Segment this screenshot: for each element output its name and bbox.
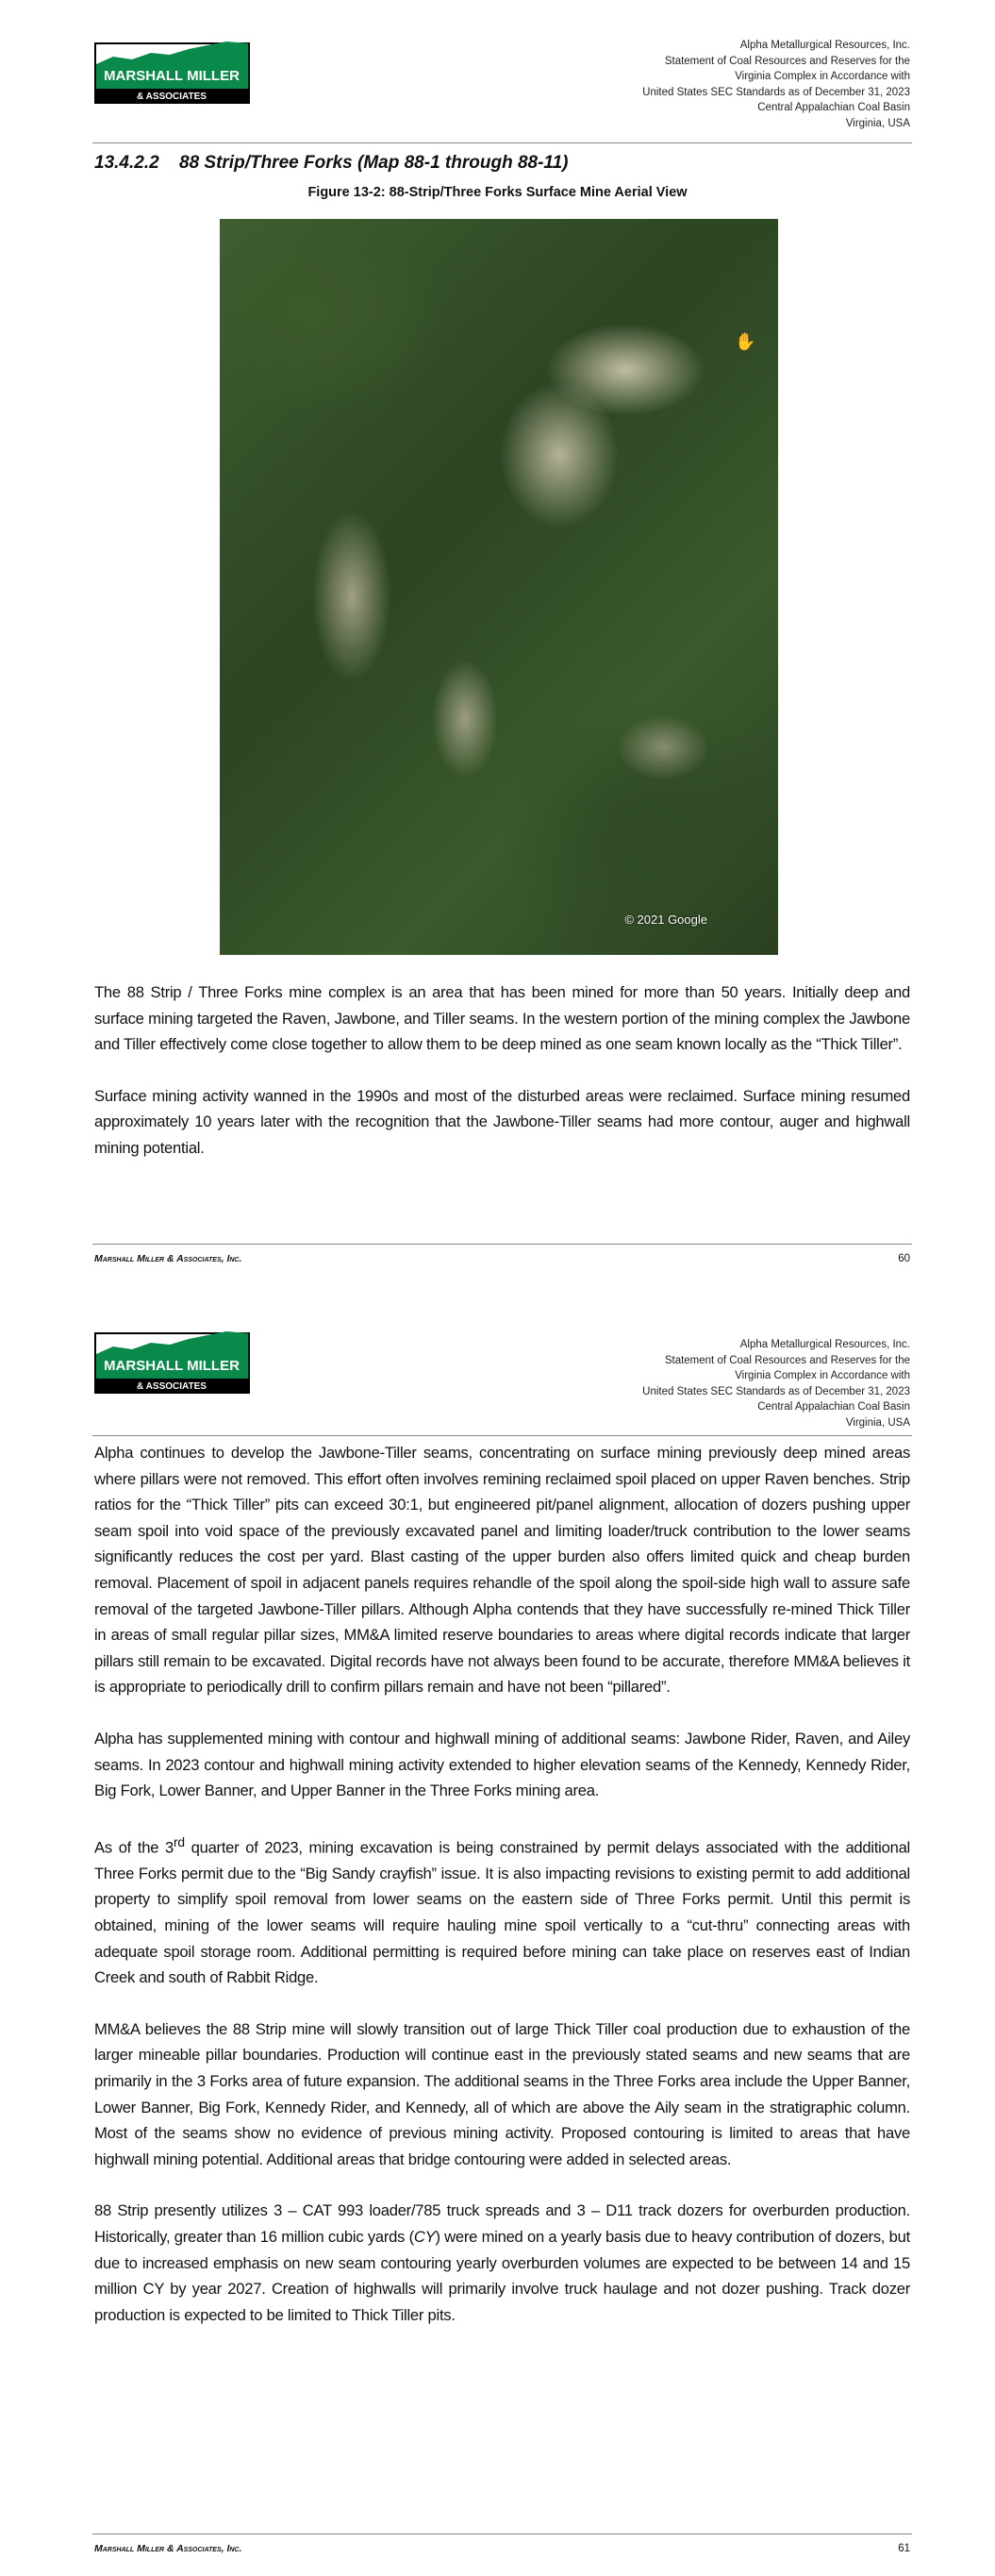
image-credit: © 2021 Google bbox=[624, 912, 707, 927]
section-heading bbox=[94, 153, 568, 174]
paragraph bbox=[94, 2198, 910, 2328]
company-logo bbox=[94, 1326, 250, 1394]
paragraph: Surface mining activity wanned in the 1990s and most of the disturbed areas were reclaimed. Surface mining resumed approximately 10 years later with the recognition that the Jawbone-Tiller seams had more contour, auger and highwall mining potential. bbox=[94, 1086, 910, 1157]
page-header bbox=[642, 38, 910, 132]
page-61 bbox=[0, 1302, 995, 2576]
page-number: 60 bbox=[898, 1253, 910, 1264]
paragraph bbox=[94, 1830, 910, 1991]
svg-text:MARSHALL MILLER: MARSHALL MILLER bbox=[104, 68, 240, 84]
header-line: Statement of Coal Resources and Reserves for the bbox=[664, 1354, 910, 1366]
header-line: Central Appalachian Coal Basin bbox=[757, 1401, 910, 1413]
svg-text:MARSHALL MILLER: MARSHALL MILLER bbox=[104, 1358, 240, 1374]
paragraph: MM&A believes the 88 Strip mine will slowly transition out of large Thick Tiller coal production due to exhaustion of the larger mineable pillar boundaries. Production will continue east in the previously stated seams and new seams that are primarily in the 3 Forks area of future expansion. The additional seams in the Three Forks area include the Upper Banner, Lower Banner, Big Fork, Kennedy Rider, and Kennedy, all of which are above the Aily seam in the stratigraphic column. Most of the seams show no evidence of previous mining activity. Proposed contouring is limited to areas that have highwall mining potential. Additional areas that bridge contouring were added in selected areas. bbox=[94, 2019, 910, 2168]
hand-cursor-icon: ✋ bbox=[735, 332, 756, 351]
section-number: 13.4.2.2 bbox=[94, 153, 159, 173]
header-line: Statement of Coal Resources and Reserves for the bbox=[664, 55, 910, 67]
footer-divider bbox=[92, 1244, 912, 1245]
text-run: ) were mined on a yearly basis due to heavy contribution of dozers, but due to increased emphasis on new seam contouring yearly overburden volumes are expected to be between 14 and 15 million CY by year 2027. Creation of highwalls will primarily involve truck haulage and not dozer pushing. Track dozer production is expected to be limited to Thick Tiller pits. bbox=[94, 2227, 910, 2324]
header-divider bbox=[92, 142, 912, 143]
svg-text:& ASSOCIATES: & ASSOCIATES bbox=[137, 92, 207, 102]
paragraph: Alpha has supplemented mining with contour and highwall mining of additional seams: Jawbone Rider, Raven, and Ailey seams. In 2023 contour and highwall mining activity extended to higher elevation seams of the Kennedy, Kennedy Rider, Big Fork, Lower Banner, and Upper Banner in the Three Forks mining area. bbox=[94, 1729, 910, 1800]
body-text bbox=[94, 979, 910, 1187]
header-line: Virginia, USA bbox=[845, 1416, 910, 1429]
figure-caption: Figure 13-2: 88-Strip/Three Forks Surface Mine Aerial View bbox=[307, 185, 688, 200]
paragraph: Alpha continues to develop the Jawbone-Tiller seams, concentrating on surface mining previously deep mined areas where pillars were not removed. This effort often involves remining reclaimed spoil placed on upper Raven benches. Strip ratios for the “Thick Tiller” pits can exceed 30:1, but engineered pit/panel alignment, allocation of dozers pushing upper seam spoil into void space of the previously excavated panel and limiting loader/truck contribution to the lower seams significantly reduces the cost per yard. Blast casting of the upper burden also offers limited quick and cheap burden removal. Placement of spoil in adjacent panels requires rehandle of the spoil along the spoil-side high wall to assure safe removal of the targeted Jawbone-Tiller pillars. Although Alpha contends that they have successfully re-mined Thick Tiller in areas of small regular pillar sizes, MM&A limited reserve boundaries to areas where digital records indicate that larger pillars still remain to be excavated. Digital records have not always been found to be accurate, therefore MM&A believes it is appropriate to periodically drill to confirm pillars remain and have not been “pillared”. bbox=[94, 1444, 910, 1697]
text-run: 88 Strip presently utilizes 3 – CAT 993 loader/785 truck spreads and 3 – D11 track dozers for overburden production. Historically, greater than 16 million cubic yards ( bbox=[94, 2201, 910, 2246]
paragraph: The 88 Strip / Three Forks mine complex is an area that has been mined for more than 50 years. Initially deep and surface mining targeted the Raven, Jawbone, and Tiller seams. In the western portion of the mining complex the Jawbone and Tiller effectively come close together to allow them to be deep mined as one seam known locally as the “Thick Tiller”. bbox=[94, 983, 910, 1054]
header-line: Central Appalachian Coal Basin bbox=[757, 102, 910, 114]
header-divider bbox=[92, 1435, 912, 1436]
italic-text: CY bbox=[413, 2227, 436, 2246]
footer-company: Marshall Miller & Associates, Inc. bbox=[94, 1253, 242, 1264]
page-number: 61 bbox=[898, 2543, 910, 2554]
header-line: Alpha Metallurgical Resources, Inc. bbox=[739, 1339, 910, 1350]
svg-text:& ASSOCIATES: & ASSOCIATES bbox=[137, 1381, 207, 1392]
header-line: Virginia Complex in Accordance with bbox=[735, 1370, 910, 1382]
text-run: As of the 3 bbox=[94, 1838, 174, 1857]
company-logo bbox=[94, 36, 250, 104]
aerial-photo bbox=[220, 219, 778, 955]
header-line: Alpha Metallurgical Resources, Inc. bbox=[739, 40, 910, 51]
text-run: quarter of 2023, mining excavation is being constrained by permit delays associated with the additional Three Forks permit due to the “Big Sandy crayfish” issue. It is also impacting revisions to existing permit to add additional property to simplify spoil removal from lower seams on the eastern side of Three Forks permit. Until this permit is obtained, mining of the lower seams will require hauling mine spoil vertically to a “cut-thru” connecting areas with adequate spoil storage room. Additional permitting is required before mining can take place on reserves east of Indian Creek and south of Rabbit Ridge. bbox=[94, 1838, 910, 1987]
header-line: Virginia, USA bbox=[845, 117, 910, 129]
section-title: 88 Strip/Three Forks (Map 88-1 through 88-11) bbox=[179, 153, 569, 173]
body-text bbox=[94, 1440, 910, 2353]
footer-company: Marshall Miller & Associates, Inc. bbox=[94, 2543, 242, 2554]
page-header bbox=[642, 1337, 910, 1431]
superscript: rd bbox=[173, 1833, 185, 1849]
header-line: United States SEC Standards as of December 31, 2023 bbox=[642, 1385, 910, 1397]
header-line: Virginia Complex in Accordance with bbox=[735, 71, 910, 83]
header-line: United States SEC Standards as of December 31, 2023 bbox=[642, 86, 910, 98]
